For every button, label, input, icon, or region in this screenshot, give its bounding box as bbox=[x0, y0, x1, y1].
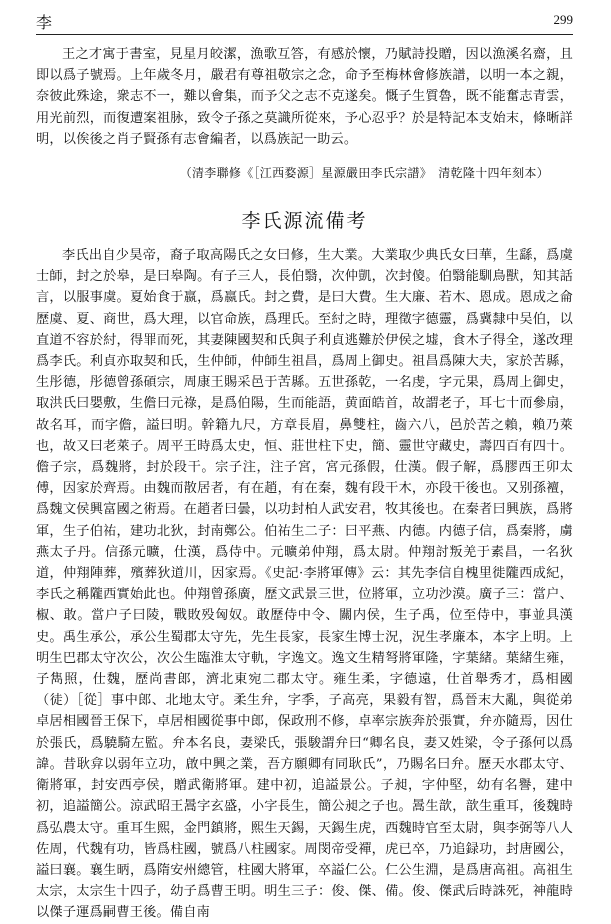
page-header bbox=[36, 8, 573, 35]
section-body: 李氏出自少昊帝，裔子取高陽氏之女曰修，生大業。大業取少典氏女曰華，生繇，爲虞士師，封之於皋，是曰皋陶。有子三人，長伯翳，次仲凱，次封傻。伯翳能馴鳥獸，知其話言，以服事虞。夏始食于嬴，爲嬴氏。封之費，是曰大費。生大廉、若木、恩成。恩成之侖歷虞、夏、商世，爲大理，以官命族，爲理氏。至紂之時，理徵字德靈，爲冀隸中吴伯，以直道不容於紂，得罪而死，其妻陳國契和氏與子利貞逃難於伊侯之墟，食木子得全，遂改理爲李氏。利貞亦取契和氏，生仲師，仲師生祖昌，爲周上御史。祖昌爲陳大夫，家於苦縣，生彤德，彤德曾孫碩宗，周康王賜采邑于苦縣。五世孫乾，一名虔，字元果，爲周上御史，取洪氏曰嬰敷，生儋曰元祿，是爲伯陽，生而能語，黄面皓首，故謂老子，耳七十而參扇，故名耳，而字儋，謚曰明。幹籍九尺，方章長眉，鼻雙柱，齒六八，邑於苦之賴，賴乃萊也，故又曰老萊子。周平王時爲太史，恒、莊世柱下史，簡、靈世守藏史，壽四百有四十。儋子宗，爲魏將，封於段干。宗子注，注子宮，宮元孫假，仕漢。假子解，爲膠西王卯太傅，因家於齊焉。由魏而散居者，有在趙，有在秦，魏有段干木，亦段干後也。又别孫襢，爲魏文侯興富國之術焉。在趙者曰曇，以功封柏人武安君，牧其後也。在秦者曰興族，爲將軍，生子伯祐，建功北狄，封南鄭公。伯祐生二子：曰平燕、内德。内德子信，爲秦將，虜燕太子丹。信孫元曠，仕漢，爲侍中。元曠弟仲翔，爲太尉。仲翔討叛羌于素昌，一名狄道，仲翔陣葬，殯葬狄道川，因家焉。《史記·李將軍傳》云：其先李信自槐里徙隴西成紀，李氏之稱隴西實始此也。仲翔曾孫廣，歷文武景三世，位將軍，立功沙漠。廣子三：當户、椒、敢。當户子曰陵，戰敗殁匈奴。敢歷侍中令、關内侯，生子禹，位至侍中，事並具漢史。禹生承公，承公生蜀郡太守先，先生長家，長家生博士況，況生孝廉本，本字上明。上明生巴郡太守次公，次公生臨淮太守軌，字逸文。逸文生精弩將軍隆，字葉緒。葉緒生雍，子雋照，仕魏，歷尚書郎，濟北東宛二郡太守。雍生柔，字德遠，仕首舉秀才，爲相國（徒）［從］事中郎、北地太守。柔生弁，字季，子高亮，果毅有智，爲晉末大亂，與從弟卓居相國晉王保下，卓居相國從事中郎，保政刑不修，卓率宗族奔於張實，弁亦隨焉，因仕於張氏，爲驍騎左監。弁本名良，妻梁氏，張駿謂弁曰“卿名良，妻又姓梁，令子孫何以爲諱。昔耿弇以弱年立功，啟中興之業，吾方願卿有同耿氏”，乃賜名曰弁。歷天水郡太守、衛將軍，封安西亭侯，贈武衛將軍。建中初，追謚景公。子昶，字仲堅，幼有名譽，建中初，追謚簡公。涼武昭王暠字玄盛，小字長生，簡公昶之子也。暠生歆，歆生重耳，後魏時爲弘農太守。重耳生熙，金門鎮將，熙生天錫，天錫生虎，西魏時官至太尉，與李弼等八人佐周，代魏有功，皆爲柱國，號爲八柱國家。周閔帝受禪，虎已卒，乃追録功，封唐國公，謚曰襄。襄生昞，爲隋安州總管，柱國大將軍，卒謚仁公。仁公生淵，是爲唐高祖。高祖生太宗，太宗生十四子，幼子爲曹王明。明生三子：俊、傑、備。俊、傑武后時誅死，神龍時以傑子運爲嗣曹王後。備自南 bbox=[36, 248, 573, 921]
source-citation: （清李聯修《［江西婺源］星源嚴田李氏宗譜》 清乾隆十四年刻本） bbox=[179, 166, 549, 181]
section-title: 李氏源流備考 bbox=[241, 210, 368, 233]
running-head: 李 bbox=[36, 13, 53, 32]
page-number: 299 bbox=[553, 12, 573, 27]
intro-paragraph: 王之才寓于書室，見星月皎潔，漁歌互答，有感於懷，乃賦詩投贈，因以漁溪名齋，且即以爲子號焉。上年歲冬月，嚴君有尊祖敬宗之念，命予至梅林會修族譜，以明一本之親，奈彼此殊途，衆志不一，難以會集，而予父之志不克遂矣。慨子生質魯，既不能奮志青雲，用光前烈，而復遭案祖脉，致令子孫之莫識所從來，予心忍乎？於是特記本支始末，條晰詳明，以俟後之肖子賢孫有志會編者，以爲族記一助云。 bbox=[36, 47, 573, 147]
page-content bbox=[36, 44, 573, 924]
